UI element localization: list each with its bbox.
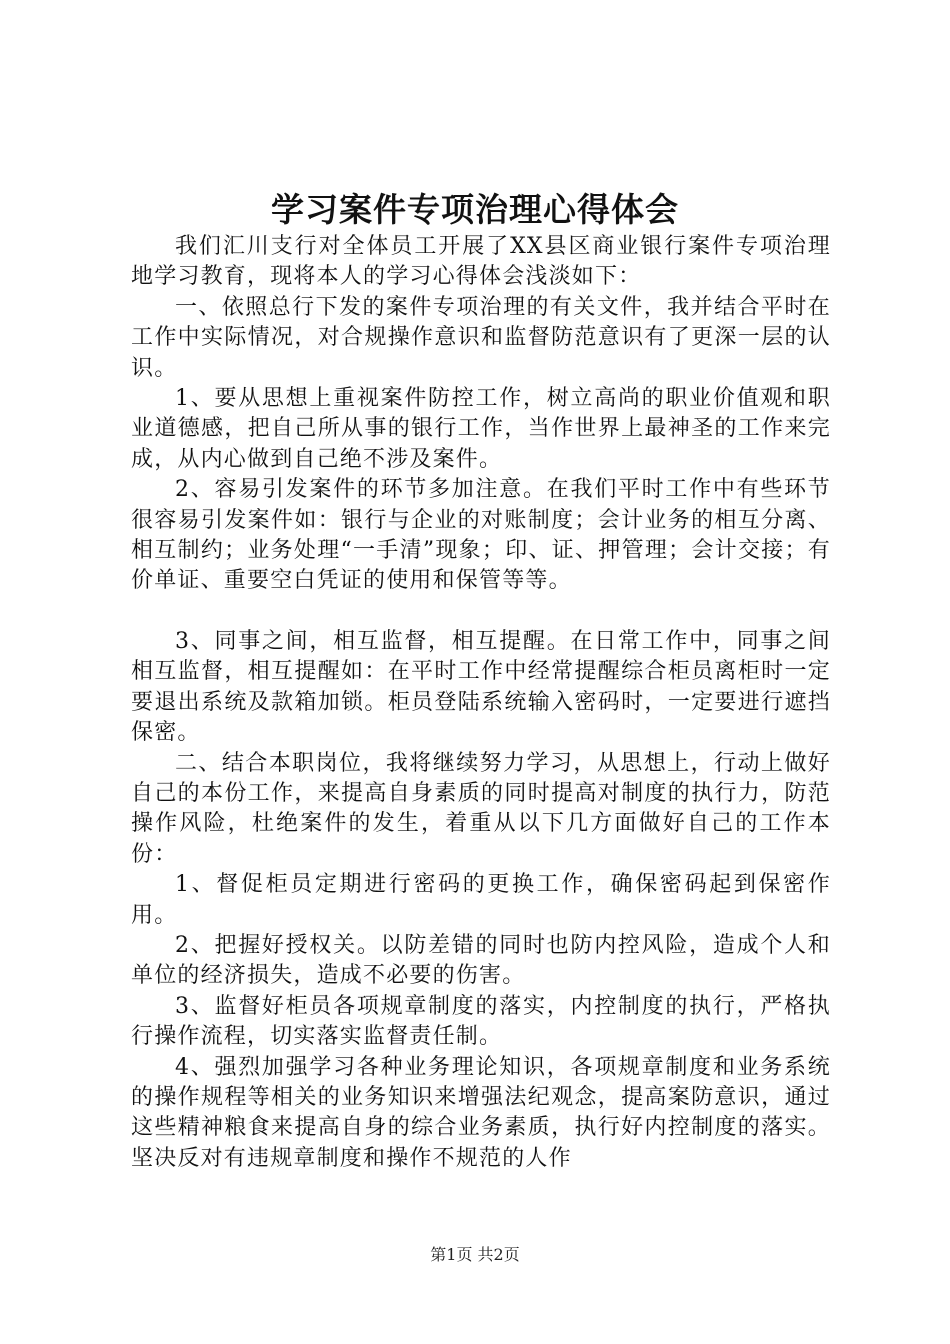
paragraph-task-1: 1、督促柜员定期进行密码的更换工作，确保密码起到保密作用。 — [131, 872, 831, 928]
paragraph-section-one: 一、依照总行下发的案件专项治理的有关文件，我并结合平时在工作中实际情况，对合规操作意识和监督防范意识有了更深一层的认识。 — [131, 294, 831, 381]
page-footer: 第1页 共2页 — [430, 1245, 520, 1264]
paragraph-item-1: 1、要从思想上重视案件防控工作，树立高尚的职业价值观和职业道德感，把自己所从事的银行工作，当作世界上最神圣的工作来完成，从内心做到自己绝不涉及案件。 — [131, 386, 831, 472]
paragraph-task-4: 4、强烈加强学习各种业务理论知识，各项规章制度和业务系统的操作规程等相关的业务知识来增强法纪观念，提高案防意识，通过这些精神粮食来提高自身的综合业务素质，执行好内控制度的落实。坚决反对有违规章制度和操作不规范的人作 — [131, 1054, 831, 1171]
paragraph-task-3: 3、监督好柜员各项规章制度的落实，内控制度的执行，严格执行操作流程，切实落实监督责任制。 — [131, 993, 831, 1050]
paragraph-item-3: 3、同事之间，相互监督，相互提醒。在日常工作中，同事之间相互监督，相互提醒如：在平时工作中经常提醒综合柜员离柜时一定要退出系统及款箱加锁。柜员登陆系统输入密码时，一定要进行遮挡保密。 — [131, 628, 831, 746]
paragraph-task-2: 2、把握好授权关。以防差错的同时也防内控风险，造成个人和单位的经济损失，造成不必要的伤害。 — [131, 932, 831, 989]
paragraph-intro: 我们汇川支行对全体员工开展了XX县区商业银行案件专项治理地学习教育，现将本人的学习心得体会浅淡如下： — [131, 234, 831, 290]
document-title: 学习案件专项治理心得体会 — [271, 190, 679, 229]
paragraph-item-2: 2、容易引发案件的环节多加注意。在我们平时工作中有些环节很容易引发案件如：银行与企业的对账制度；会计业务的相互分离、相互制约；业务处理“一手清”现象；印、证、押管理；会计交接；有价单证、重要空白凭证的使用和保管等等。 — [131, 477, 831, 594]
paragraph-section-two: 二、结合本职岗位，我将继续努力学习，从思想上，行动上做好自己的本份工作，来提高自身素质的同时提高对制度的执行力，防范操作风险，杜绝案件的发生，着重从以下几方面做好自己的工作本份： — [131, 750, 831, 867]
document-body — [131, 232, 831, 1174]
